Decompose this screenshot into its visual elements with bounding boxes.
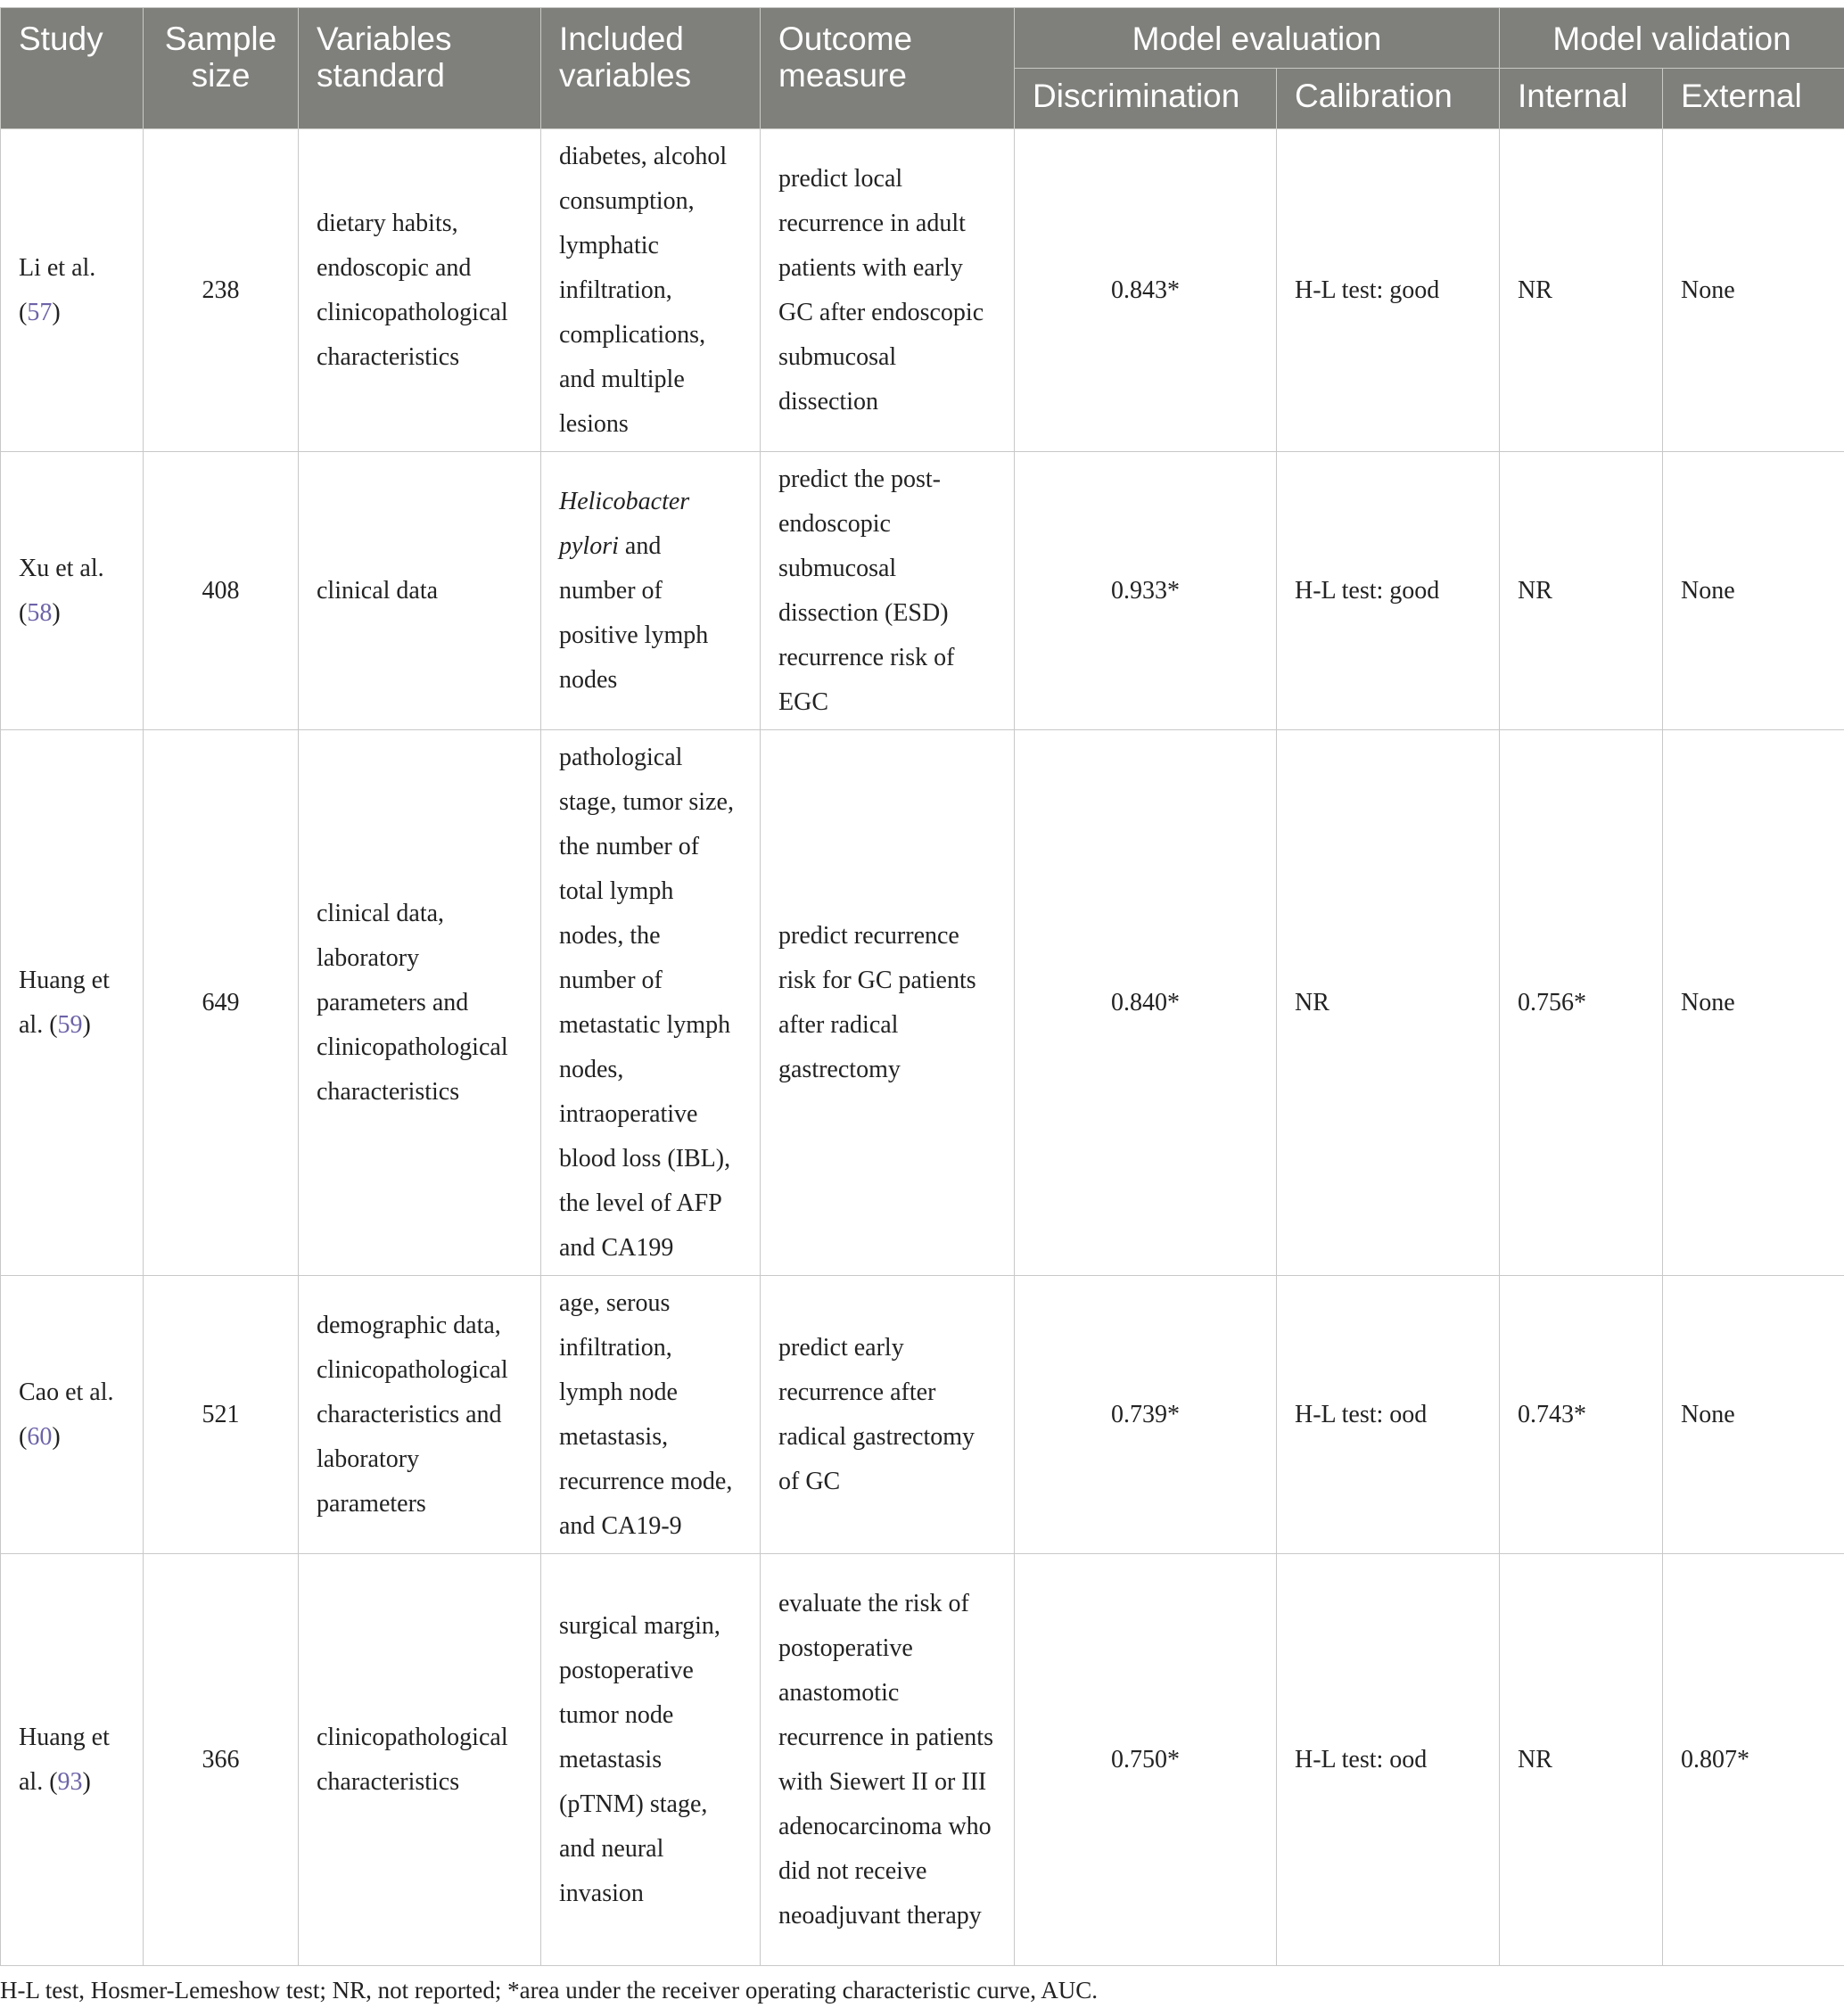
cell-sample-size: 408	[144, 452, 299, 730]
cell-outcome-measure: predict the post-endoscopic submucosal dissection (ESD) recurrence risk of EGC	[761, 452, 1015, 730]
cell-external: None	[1663, 730, 1844, 1276]
header-external: External	[1663, 69, 1844, 129]
cell-included-variables: surgical margin, postoperative tumor node metastasis (pTNM) stage, and neural invasion	[541, 1554, 761, 1966]
table-row	[1, 129, 1844, 452]
cell-calibration: H-L test: good	[1277, 129, 1500, 452]
cell-variables-standard: clinical data	[299, 452, 541, 730]
cell-variables-standard: clinicopathological characteristics	[299, 1554, 541, 1966]
header-outcome-measure: Outcome measure	[761, 8, 1015, 129]
cell-sample-size: 649	[144, 730, 299, 1276]
table-row	[1, 452, 1844, 730]
cell-outcome-measure: predict recurrence risk for GC patients after radical gastrectomy	[761, 730, 1015, 1276]
cell-calibration: H-L test: ood	[1277, 1276, 1500, 1554]
cell-external: None	[1663, 452, 1844, 730]
species-name: Helicobacter pylori	[559, 487, 690, 560]
cell-external: 0.807*	[1663, 1554, 1844, 1966]
study-author: Li et al.	[19, 253, 96, 282]
table-row	[1, 1276, 1844, 1554]
cell-internal: NR	[1500, 452, 1663, 730]
cell-included-variables: pathological stage, tumor size, the number of total lymph nodes, the number of metastatic lymph nodes, intraoperative blood loss (IBL), the level of AFP and CA199	[541, 730, 761, 1276]
cell-internal: 0.743*	[1500, 1276, 1663, 1554]
cell-sample-size: 366	[144, 1554, 299, 1966]
cell-sample-size: 238	[144, 129, 299, 452]
cell-calibration: H-L test: ood	[1277, 1554, 1500, 1966]
cell-study: Li et al. (57)	[1, 129, 144, 452]
study-author: Cao et al.	[19, 1378, 114, 1406]
cell-sample-size: 521	[144, 1276, 299, 1554]
cell-calibration: H-L test: good	[1277, 452, 1500, 730]
study-ref-link[interactable]: 58	[27, 598, 53, 627]
cell-internal: NR	[1500, 1554, 1663, 1966]
study-ref-link[interactable]: 93	[57, 1767, 83, 1796]
header-variables-standard: Variables standard	[299, 8, 541, 129]
header-model-validation: Model validation	[1500, 8, 1844, 69]
cell-study: Huang et al. (93)	[1, 1554, 144, 1966]
cell-variables-standard: dietary habits, endoscopic and clinicopathological characteristics	[299, 129, 541, 452]
cell-outcome-measure: evaluate the risk of postoperative anastomotic recurrence in patients with Siewert II or III adenocarcinoma who did not receive neoadjuvant therapy	[761, 1554, 1015, 1966]
cell-study: Cao et al. (60)	[1, 1276, 144, 1554]
cell-study: Xu et al. (58)	[1, 452, 144, 730]
header-discrimination: Discrimination	[1015, 69, 1277, 129]
cell-included-variables: diabetes, alcohol consumption, lymphatic infiltration, complications, and multiple lesions	[541, 129, 761, 452]
included-variables-text: and number of positive lymph nodes	[559, 531, 709, 694]
cell-included-variables	[541, 452, 761, 730]
study-ref-link[interactable]: 59	[57, 1010, 83, 1039]
cell-internal: 0.756*	[1500, 730, 1663, 1276]
cell-calibration: NR	[1277, 730, 1500, 1276]
cell-variables-standard: demographic data, clinicopathological characteristics and laboratory parameters	[299, 1276, 541, 1554]
cell-discrimination: 0.840*	[1015, 730, 1277, 1276]
study-ref-link[interactable]: 57	[27, 298, 53, 326]
table-footnote: H-L test, Hosmer-Lemeshow test; NR, not reported; *area under the receiver operating characteristic curve, AUC.	[0, 1977, 1098, 2004]
cell-discrimination: 0.843*	[1015, 129, 1277, 452]
study-author: Xu et al.	[19, 554, 104, 582]
table-row	[1, 730, 1844, 1276]
cell-study: Huang et al. (59)	[1, 730, 144, 1276]
cell-included-variables: age, serous infiltration, lymph node metastasis, recurrence mode, and CA19-9	[541, 1276, 761, 1554]
study-table	[0, 7, 1844, 1966]
cell-variables-standard: clinical data, laboratory parameters and clinicopathological characteristics	[299, 730, 541, 1276]
header-model-evaluation: Model evaluation	[1015, 8, 1500, 69]
cell-outcome-measure: predict local recurrence in adult patients with early GC after endoscopic submucosal dissection	[761, 129, 1015, 452]
cell-discrimination: 0.750*	[1015, 1554, 1277, 1966]
cell-external: None	[1663, 1276, 1844, 1554]
study-author: Huang et al.	[19, 966, 110, 1039]
header-study: Study	[1, 8, 144, 129]
header-included-variables: Included variables	[541, 8, 761, 129]
cell-outcome-measure: predict early recurrence after radical gastrectomy of GC	[761, 1276, 1015, 1554]
cell-discrimination: 0.933*	[1015, 452, 1277, 730]
header-internal: Internal	[1500, 69, 1663, 129]
table-row	[1, 1554, 1844, 1966]
cell-discrimination: 0.739*	[1015, 1276, 1277, 1554]
study-author: Huang et al.	[19, 1723, 110, 1796]
study-ref-link[interactable]: 60	[27, 1422, 53, 1451]
table-header	[1, 8, 1844, 129]
cell-internal: NR	[1500, 129, 1663, 452]
cell-external: None	[1663, 129, 1844, 452]
header-sample-size: Sample size	[144, 8, 299, 129]
header-calibration: Calibration	[1277, 69, 1500, 129]
